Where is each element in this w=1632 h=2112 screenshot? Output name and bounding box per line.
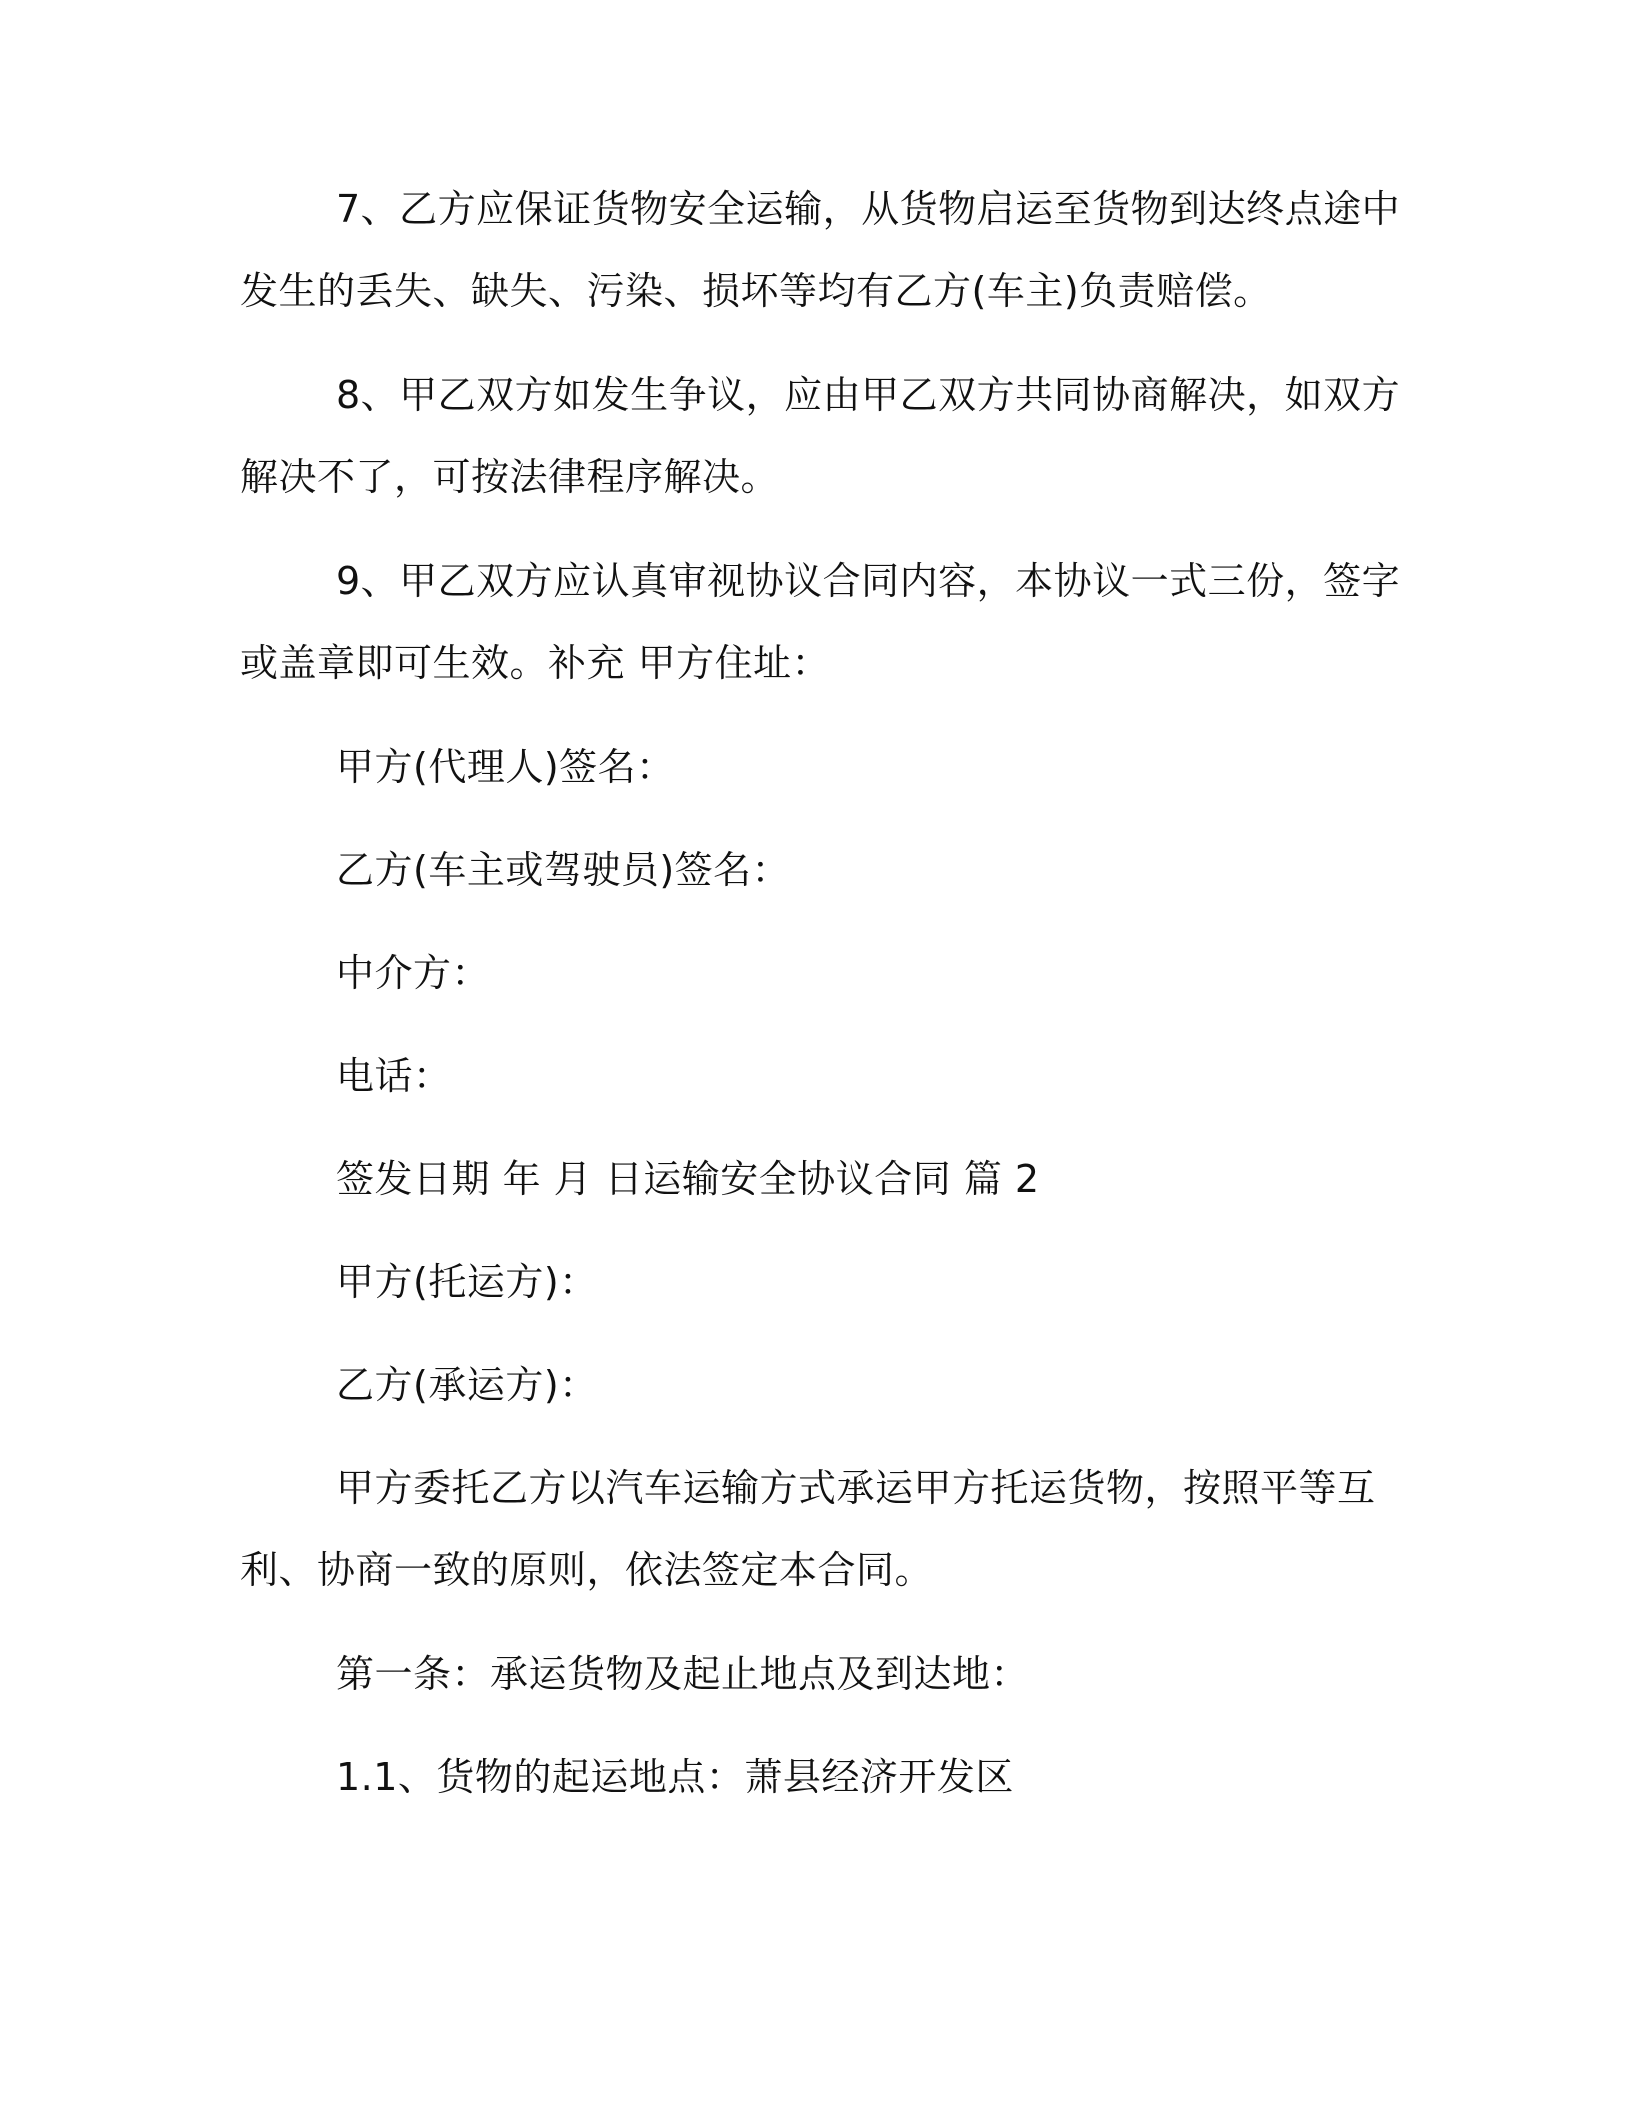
phone-line: 电话：: [336, 1054, 452, 1098]
clause-7-paragraph: 7、乙方应保证货物安全运输，从货物启运至货物到达终点途中发生的丢失、缺失、污染、损坏等均有乙方(车主)负责赔偿。: [240, 187, 1401, 313]
article-1-1-line: 1.1、货物的起运地点：萧县经济开发区: [336, 1755, 1014, 1799]
intermediary-line: 中介方：: [336, 951, 491, 995]
carrier-line: 乙方(承运方)：: [336, 1363, 598, 1407]
contract-intro-paragraph: 甲方委托乙方以汽车运输方式承运甲方托运货物，按照平等互利、协商一致的原则，依法签定本合同。: [240, 1466, 1376, 1592]
issue-date-heading: 签发日期 年 月 日运输安全协议合同 篇 2: [336, 1157, 1040, 1201]
party-a-signature-line: 甲方(代理人)签名：: [336, 745, 675, 789]
article-1-heading: 第一条：承运货物及起止地点及到达地：: [336, 1652, 1030, 1696]
party-b-signature-line: 乙方(车主或驾驶员)签名：: [336, 848, 791, 892]
clause-8-paragraph: 8、甲乙双方如发生争议，应由甲乙双方共同协商解决，如双方解决不了，可按法律程序解决。: [240, 373, 1401, 499]
clause-9-paragraph: 9、甲乙双方应认真审视协议合同内容，本协议一式三份，签字或盖章即可生效。补充 甲方住址：: [240, 559, 1401, 685]
shipper-line: 甲方(托运方)：: [336, 1260, 598, 1304]
